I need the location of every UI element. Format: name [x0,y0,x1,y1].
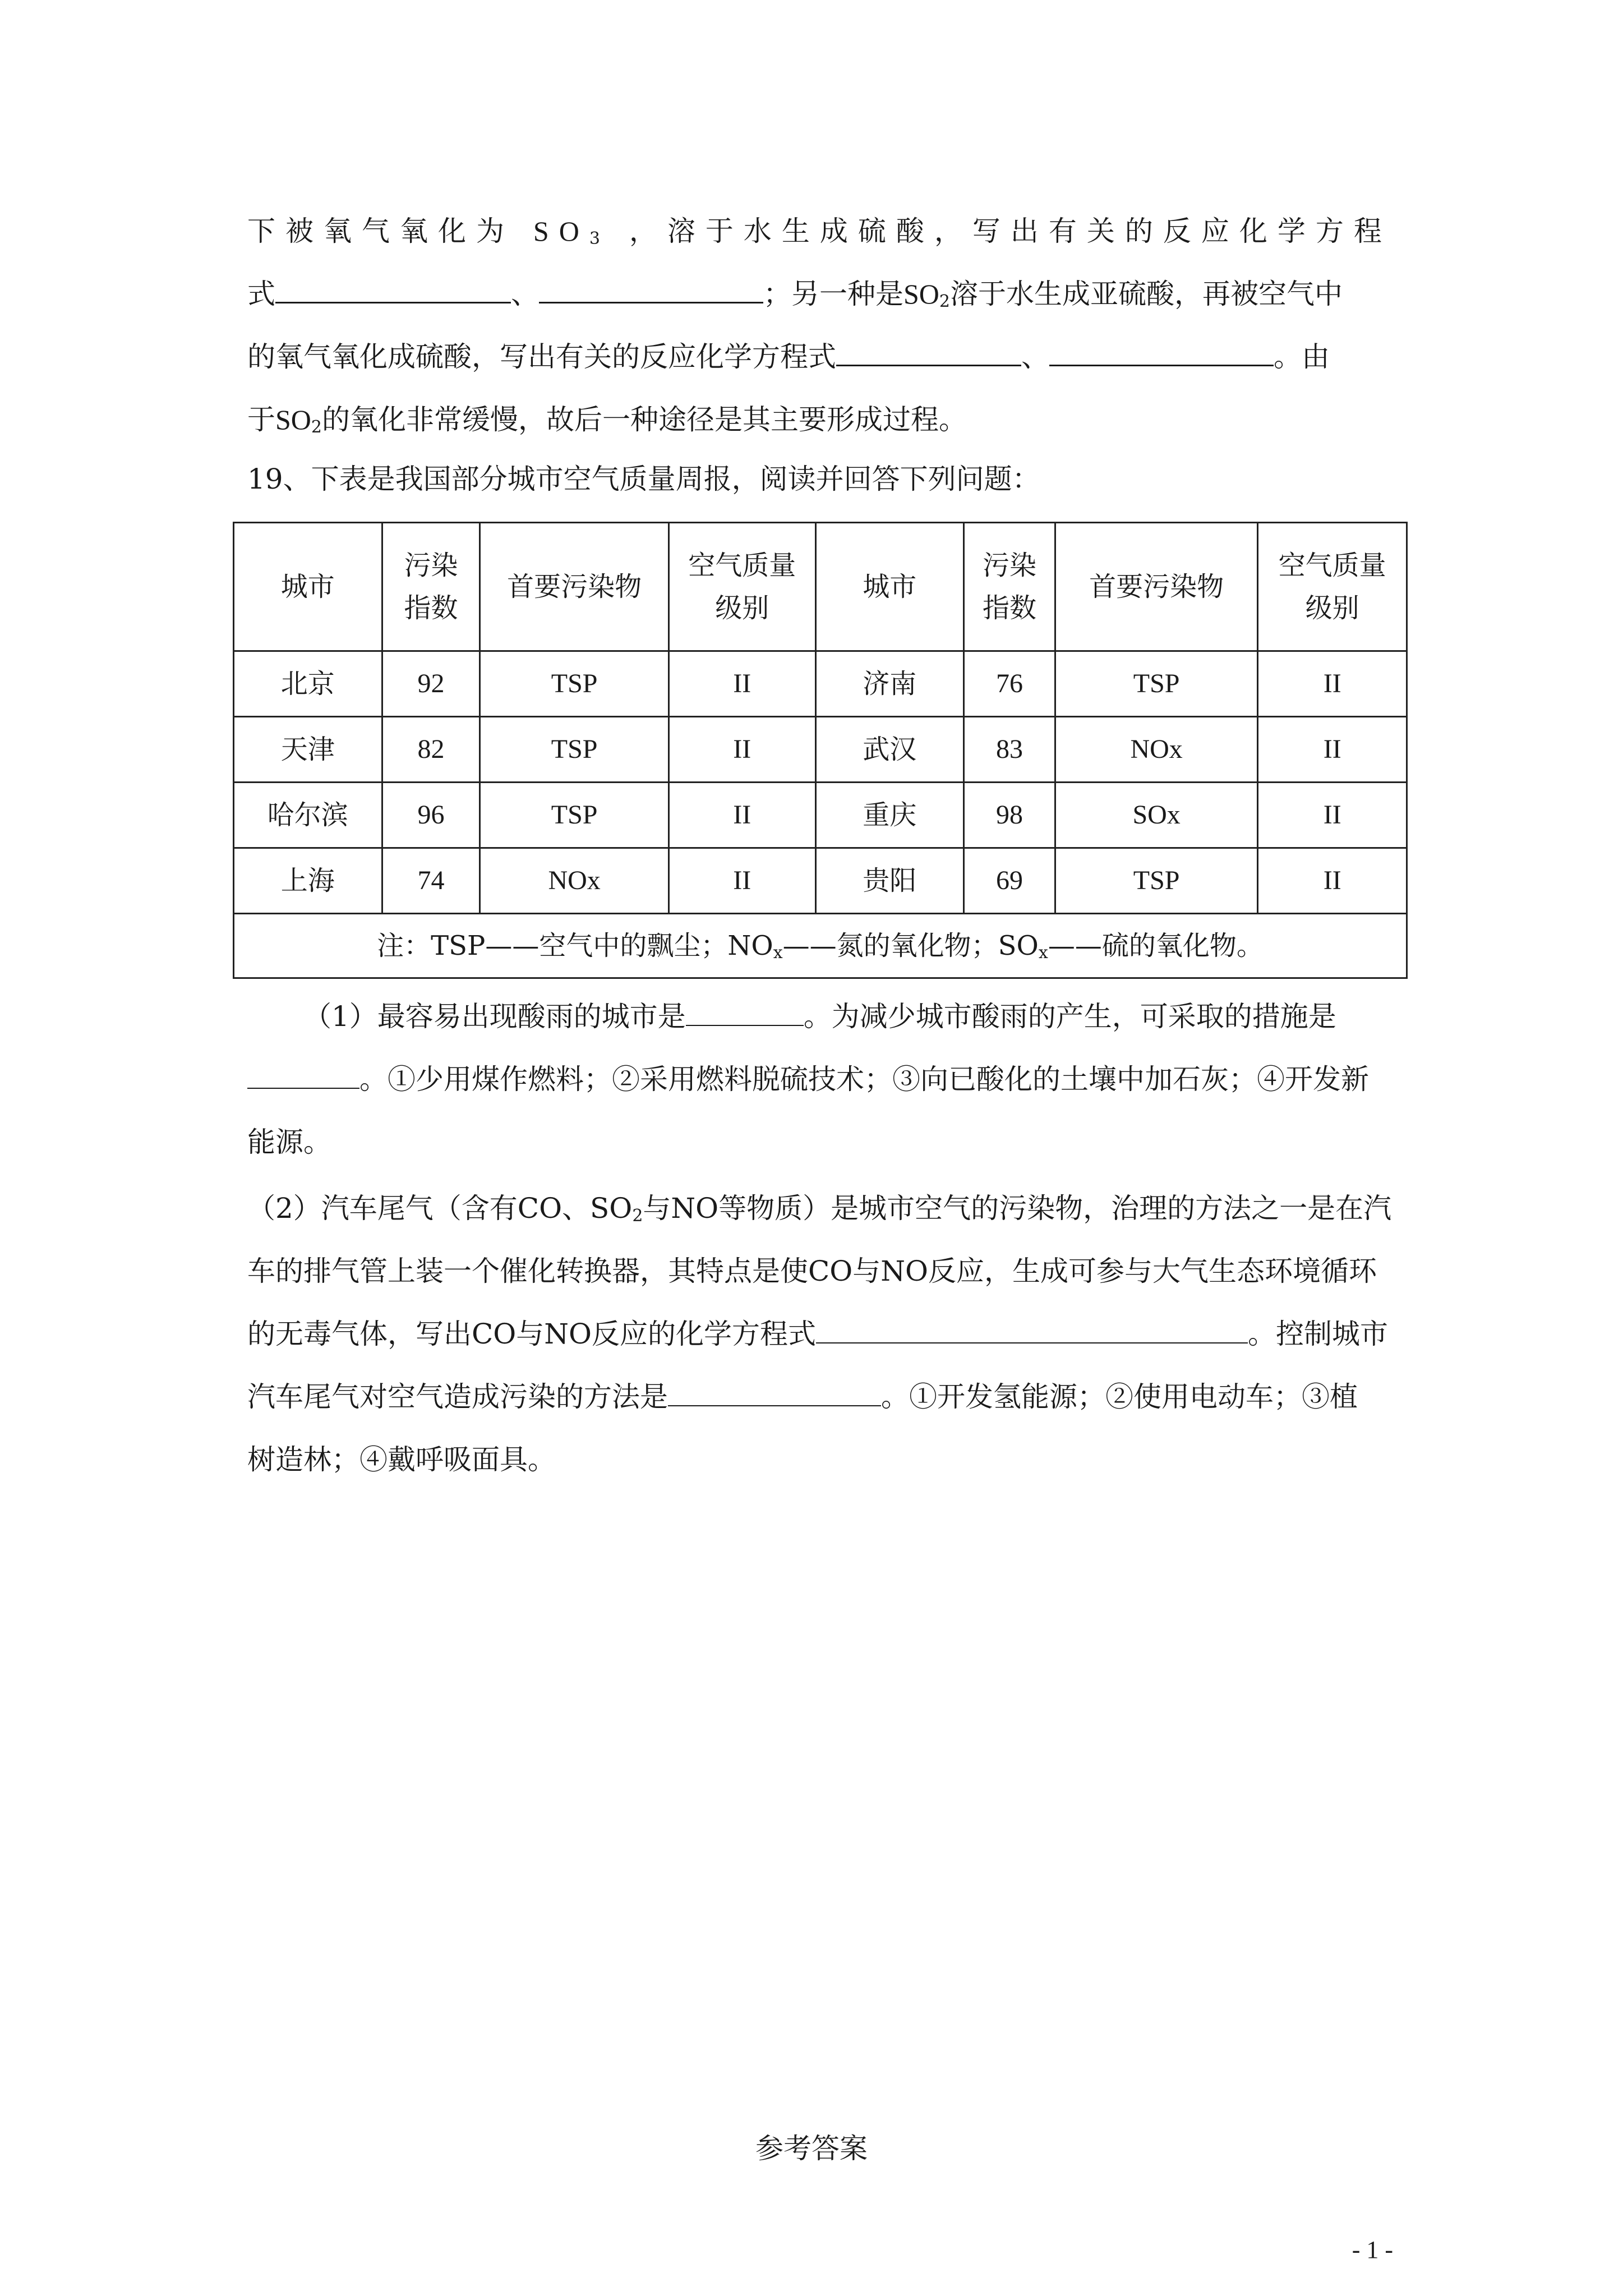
table-header-row [234,523,1407,651]
pollutant-cell: TSP [1055,651,1258,717]
city-cell: 北京 [234,651,382,717]
pollutant-cell: TSP [480,717,669,783]
index-cell: 83 [964,717,1055,783]
header-primary-pollutant: 首要污染物 [1055,523,1258,651]
level-cell: II [668,783,815,848]
answer-blank[interactable] [816,1320,1248,1343]
level-cell: II [668,848,815,914]
question-19-title: 19、下表是我国部分城市空气质量周报，阅读并回答下列问题： [247,463,1040,495]
answer-blank[interactable] [275,279,511,303]
part-2-line-2: 车的排气管上装一个催化转换器，其特点是使CO与NO反应，生成可参与大气生态环境循环 [247,1255,1377,1287]
table-row [234,848,1407,914]
part-1-line-3: 能源。 [247,1126,331,1158]
part-2-line-1: （2）汽车尾气（含有CO、$SO_2$与NO等物质）是城市空气的污染物，治理的方法之一是在汽 [247,1192,1392,1226]
index-cell: 76 [964,651,1055,717]
answer-blank[interactable] [539,279,763,303]
header-pollution-index: 污染 指数 [382,523,480,651]
level-cell: II [1258,848,1407,914]
index-cell: 74 [382,848,480,914]
pollutant-cell: NOx [480,848,669,914]
index-cell: 98 [964,783,1055,848]
part-2-line-3: 的无毒气体，写出CO与NO反应的化学方程式 。控制城市 [247,1318,1388,1350]
pollutant-cell: TSP [480,783,669,848]
pollutant-cell: TSP [1055,848,1258,914]
table-row [234,651,1407,717]
header-primary-pollutant: 首要污染物 [480,523,669,651]
level-cell: II [668,717,815,783]
index-cell: 69 [964,848,1055,914]
answer-blank[interactable] [668,1383,881,1406]
city-cell: 上海 [234,848,382,914]
intro-line-1: 下被氧气氧化为 $SO_3$ ，溶于水生成硫酸，写出有关的反应化学方程 [247,215,1392,249]
level-cell: II [1258,717,1407,783]
header-city: 城市 [815,523,964,651]
index-cell: 82 [382,717,480,783]
level-cell: II [1258,651,1407,717]
city-cell: 重庆 [815,783,964,848]
header-air-quality-level: 空气质量 级别 [1258,523,1407,651]
answer-blank[interactable] [247,1065,359,1089]
city-cell: 天津 [234,717,382,783]
table-note: 注：TSP——空气中的飘尘；$NO_x——$氮的氧化物；$SO_x——$硫的氧化物。 [234,914,1407,978]
air-quality-table [233,522,1408,979]
city-cell: 济南 [815,651,964,717]
header-air-quality-level: 空气质量 级别 [668,523,815,651]
table-note-row [234,914,1407,978]
answer-blank[interactable] [686,1002,804,1026]
header-city: 城市 [234,523,382,651]
pollutant-cell: TSP [480,651,669,717]
city-cell: 贵阳 [815,848,964,914]
city-cell: 武汉 [815,717,964,783]
part-2-line-5: 树造林；④戴呼吸面具。 [247,1443,556,1476]
part-2-paragraph [247,1177,1391,1491]
index-cell: 96 [382,783,480,848]
index-cell: 92 [382,651,480,717]
table-row [234,783,1407,848]
city-cell: 哈尔滨 [234,783,382,848]
intro-line-3: 的氧气氧化成硫酸，写出有关的反应化学方程式 、 。由 [247,341,1330,373]
pollutant-cell: NOx [1055,717,1258,783]
answer-blank[interactable] [836,342,1021,366]
pollutant-cell: SOx [1055,783,1258,848]
part-1-line-2: 。①少用煤作燃料；②采用燃料脱硫技术；③向已酸化的土壤中加石灰；④开发新 [247,1048,1391,1111]
table-row [234,717,1407,783]
intro-paragraph [247,200,1391,451]
answer-blank[interactable] [1049,342,1274,366]
intro-line-2: 式 、 ；另一种是$SO_2$溶于水生成亚硫酸，再被空气中 [247,278,1343,311]
intro-line-4: 于$SO_2$的氧化非常缓慢，故后一种途径是其主要形成过程。 [247,403,967,437]
part-1-line-1: （1）最容易出现酸雨的城市是 。为减少城市酸雨的产生，可采取的措施是 [303,1000,1336,1033]
part-1-paragraph [247,985,1391,1174]
part-2-line-4: 汽车尾气对空气造成污染的方法是 。①开发氢能源；②使用电动车；③植 [247,1381,1358,1413]
page-number: - 1 - [1352,2236,1393,2263]
answers-title: 参考答案 [755,2132,868,2165]
level-cell: II [668,651,815,717]
level-cell: II [1258,783,1407,848]
header-pollution-index: 污染 指数 [964,523,1055,651]
